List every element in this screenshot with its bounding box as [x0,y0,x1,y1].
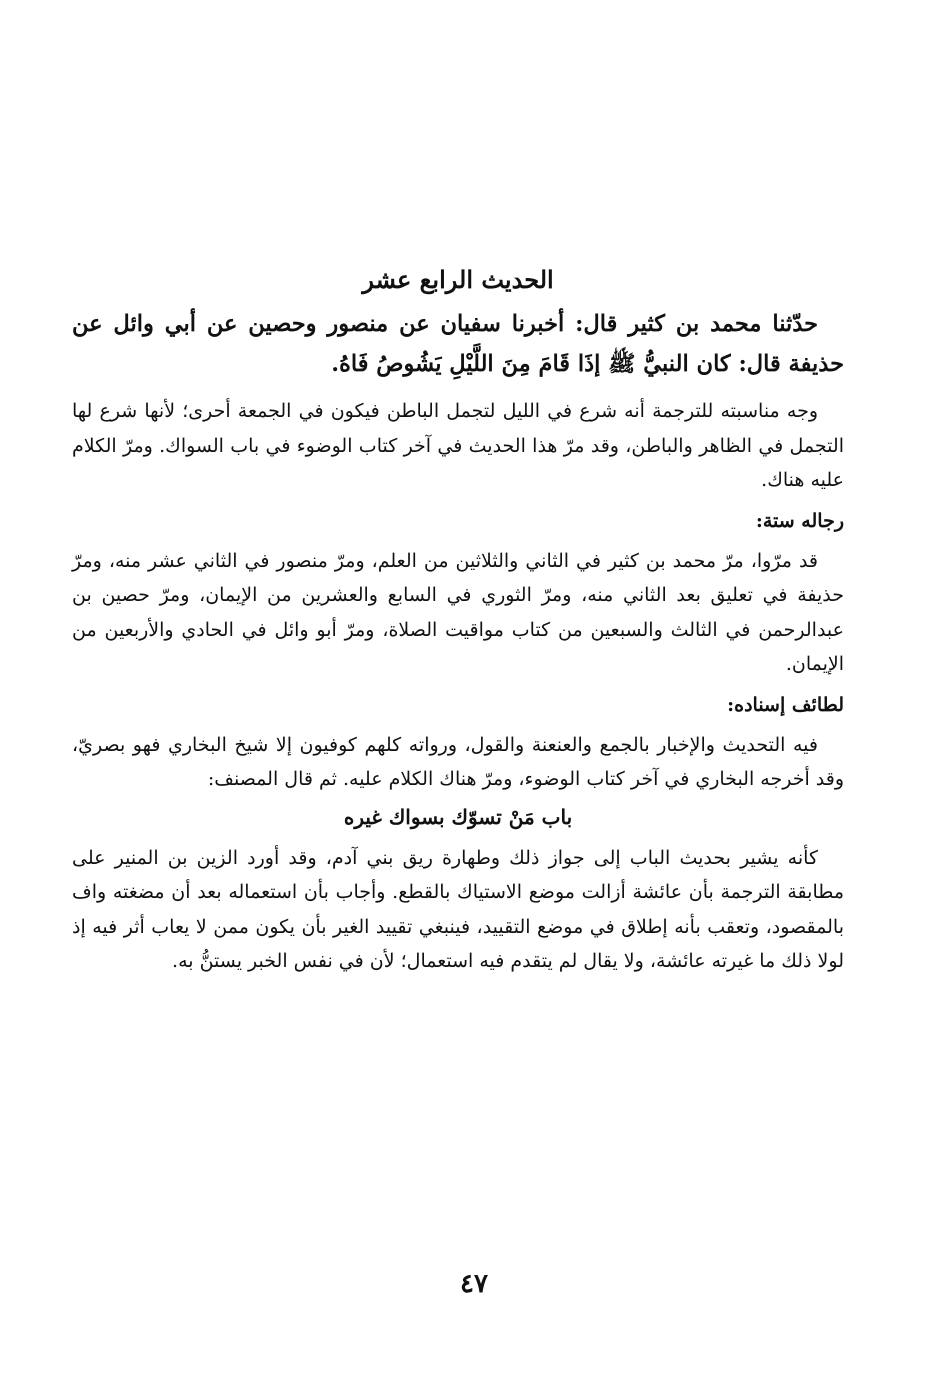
page-number: ٤٧ [460,1269,488,1299]
chapter-heading: باب مَنْ تسوّك بسواك غيره [343,804,573,829]
hadith-title: الحديث الرابع عشر [362,265,554,294]
chain-notes-paragraph: فيه التحديث والإخبار بالجمع والعنعنة والقول، ورواته كلهم كوفيون إلا شيخ البخاري فهو بصريّ، وقد أخرجه البخاري في آخر كتاب الوضوء، ومرّ هناك الكلام عليه. ثم قال المصنف: [72,733,844,790]
hadith-text: حدّثنا محمد بن كثير قال: أخبرنا سفيان عن منصور وحصين عن أبي وائل عن حذيفة قال: كان النبيُّ ﷺ إذَا قَامَ مِنَ اللَّيْلِ يَشُوصُ فَاهُ. [72,311,844,377]
narrators-paragraph: قد مرّوا، مرّ محمد بن كثير في الثاني والثلاثين من العلم، ومرّ منصور في الثاني عشر منه، ومرّ حذيفة في تعليق بعد الثاني منه، ومرّ الثوري في السابع والعشرين من الإيمان، ومرّ حصين بن عبدالرحمن في الثالث والسبعين من كتاب مواقيت الصلاة، ومرّ أبو وائل في الحادي والأربعين من الإيمان. [72,549,844,675]
chapter-paragraph: كأنه يشير بحديث الباب إلى جواز ذلك وطهارة ريق بني آدم، وقد أورد الزين بن المنير على مطابقة الترجمة بأن عائشة أزالت موضع الاستياك بالقطع. وأجاب بأن استعماله بعد أن مضغته واف بالمقصود، وتعقب بأنه إطلاق في موضع التقييد، فينبغي تقييد الغير بأن يكون ممن لا يعاب أثر فيه إذ لولا ذلك ما غيرته عائشة، ولا يقال لم يتقدم فيه استعمال؛ لأن في نفس الخبر يستنُّ به. [72,846,844,972]
page-body [72,262,844,979]
chain-notes-heading: لطائف إسناده: [727,693,844,716]
commentary-paragraph: وجه مناسبته للترجمة أنه شرع في الليل لتجمل الباطن فيكون في الجمعة أحرى؛ لأنها شرع لها التجمل في الظاهر والباطن، وقد مرّ هذا الحديث في آخر كتاب الوضوء في باب السواك. ومرّ الكلام عليه هناك. [72,400,844,491]
narrators-heading: رجاله ستة: [755,509,844,532]
